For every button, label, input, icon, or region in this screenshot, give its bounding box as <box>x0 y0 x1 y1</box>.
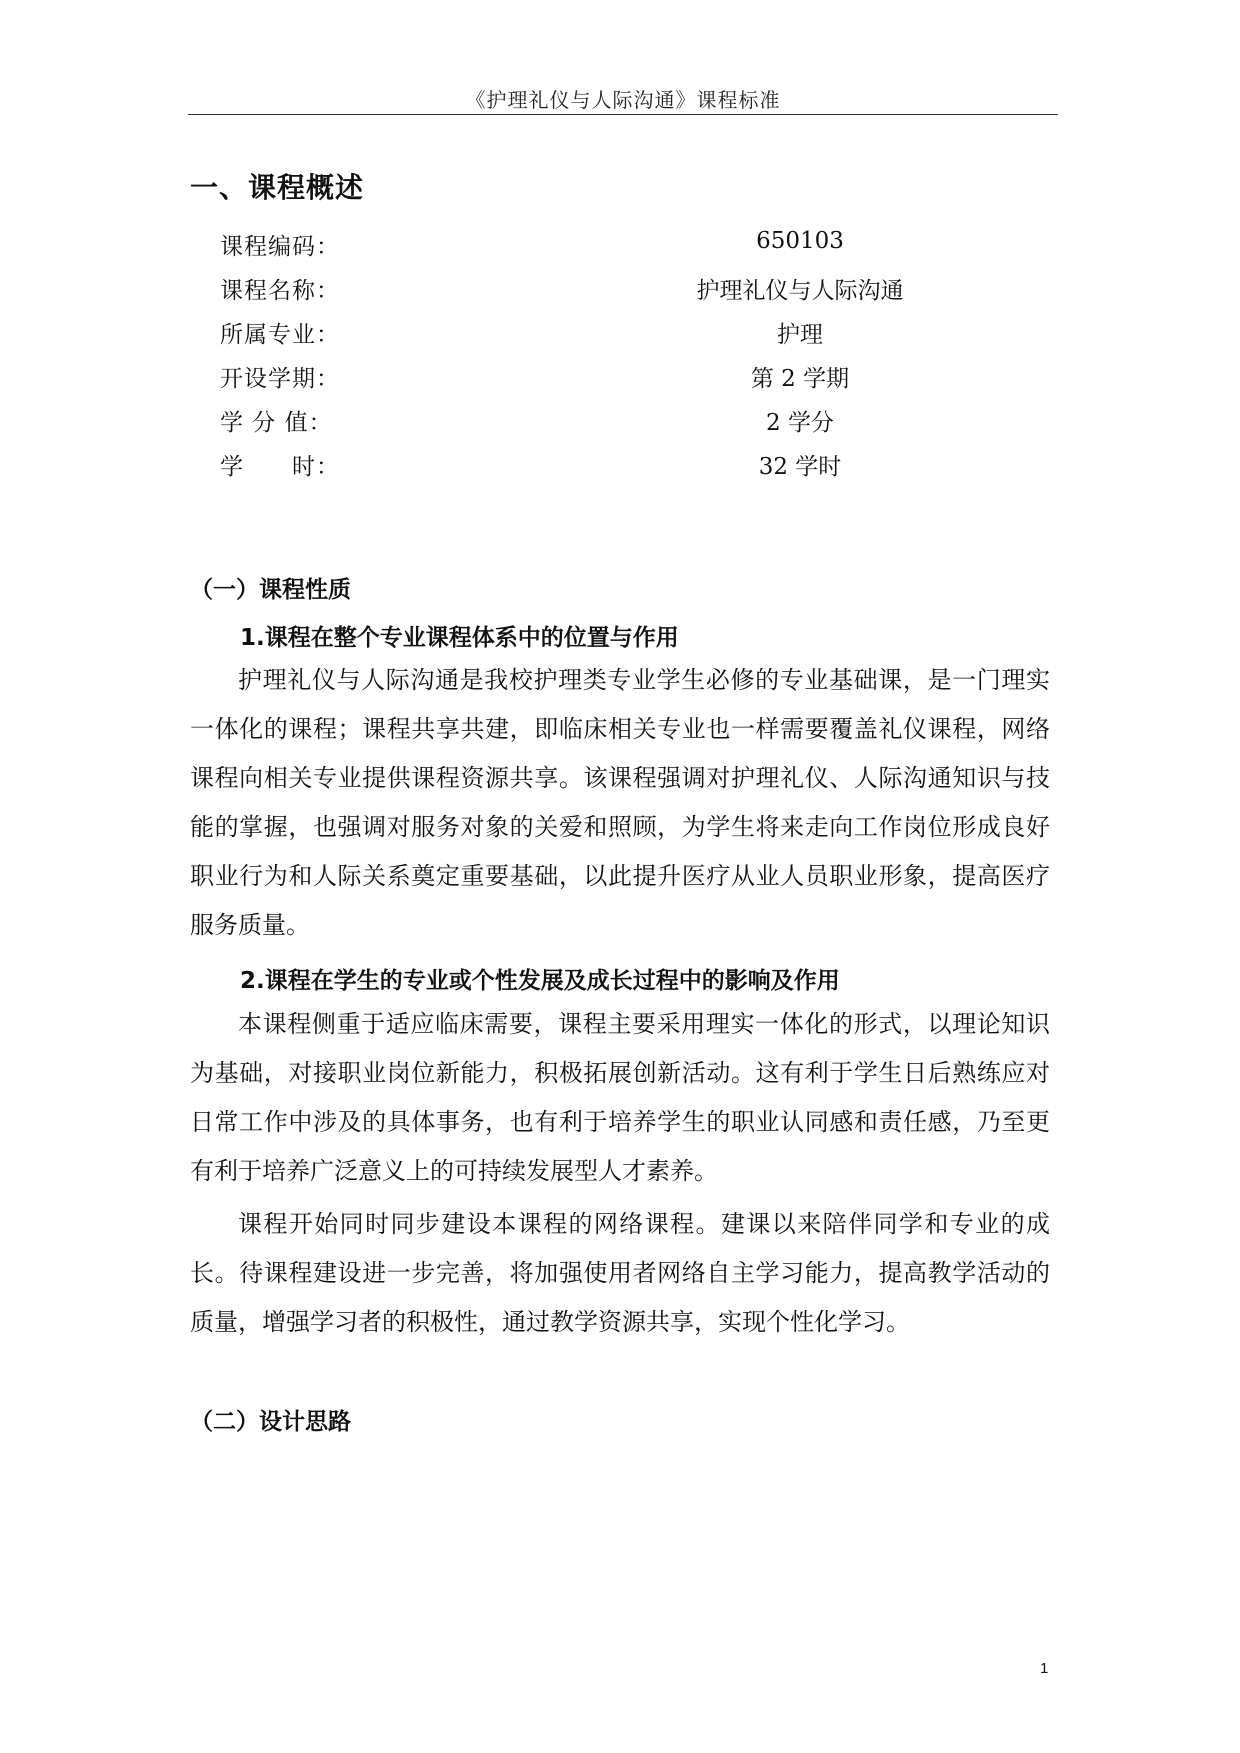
header-divider <box>188 114 1058 115</box>
info-value: 2 学分 <box>766 410 834 436</box>
info-label: 学 分 值： <box>220 410 333 436</box>
page-number: 1 <box>1040 1660 1049 1677</box>
page-header: 《护理礼仪与人际沟通》课程标准 <box>465 88 781 112</box>
paragraph-online-course: 课程开始同时同步建设本课程的网络课程。建课以来陪伴同学和专业的成长。待课程建设进一步完善，将加强使用者网络自主学习能力，提高教学活动的质量，增强学习者的积极性，通过教学资源共享，实现个性化学习。 <box>190 1210 1050 1336</box>
section-title: 一、课程概述 <box>190 171 365 204</box>
info-value: 第 2 学期 <box>750 366 850 392</box>
info-value: 护理 <box>777 322 823 348</box>
info-row-course-name <box>220 272 1050 312</box>
subheading-position-role: 1.课程在整个专业课程体系中的位置与作用 <box>240 625 679 651</box>
subsection-title-design: （二）设计思路 <box>190 1409 351 1435</box>
info-label: 学 时： <box>220 454 340 480</box>
paragraph-influence: 本课程侧重于适应临床需要，课程主要采用理实一体化的形式，以理论知识为基础，对接职业岗位新能力，积极拓展创新活动。这有利于学生日后熟练应对日常工作中涉及的具体事务，也有利于培养学生的职业认同感和责任感，乃至更有利于培养广泛意义上的可持续发展型人才素养。 <box>190 1010 1050 1185</box>
info-value: 32 学时 <box>758 454 842 480</box>
info-label: 所属专业： <box>220 322 340 348</box>
paragraph-position-role: 护理礼仪与人际沟通是我校护理类专业学生必修的专业基础课，是一门理实一体化的课程；课程共享共建，即临床相关专业也一样需要覆盖礼仪课程，网络课程向相关专业提供课程资源共享。该课程强调对护理礼仪、人际沟通知识与技能的掌握，也强调对服务对象的关爱和照顾，为学生将来走向工作岗位形成良好职业行为和人际关系奠定重要基础，以此提升医疗从业人员职业形象，提高医疗服务质量。 <box>190 666 1050 939</box>
info-row-hours <box>220 448 1050 488</box>
subsection-title-nature: （一）课程性质 <box>190 577 351 603</box>
info-value: 护理礼仪与人际沟通 <box>696 278 904 304</box>
info-value: 650103 <box>756 228 844 254</box>
subheading-influence: 2.课程在学生的专业或个性发展及成长过程中的影响及作用 <box>240 968 840 994</box>
info-row-major <box>220 316 1050 356</box>
info-label: 课程名称： <box>220 278 340 304</box>
info-row-course-code <box>220 228 1050 268</box>
info-row-semester <box>220 360 1050 400</box>
info-row-credits <box>220 404 1050 444</box>
info-label: 开设学期： <box>220 366 340 392</box>
info-label: 课程编码： <box>220 234 340 260</box>
